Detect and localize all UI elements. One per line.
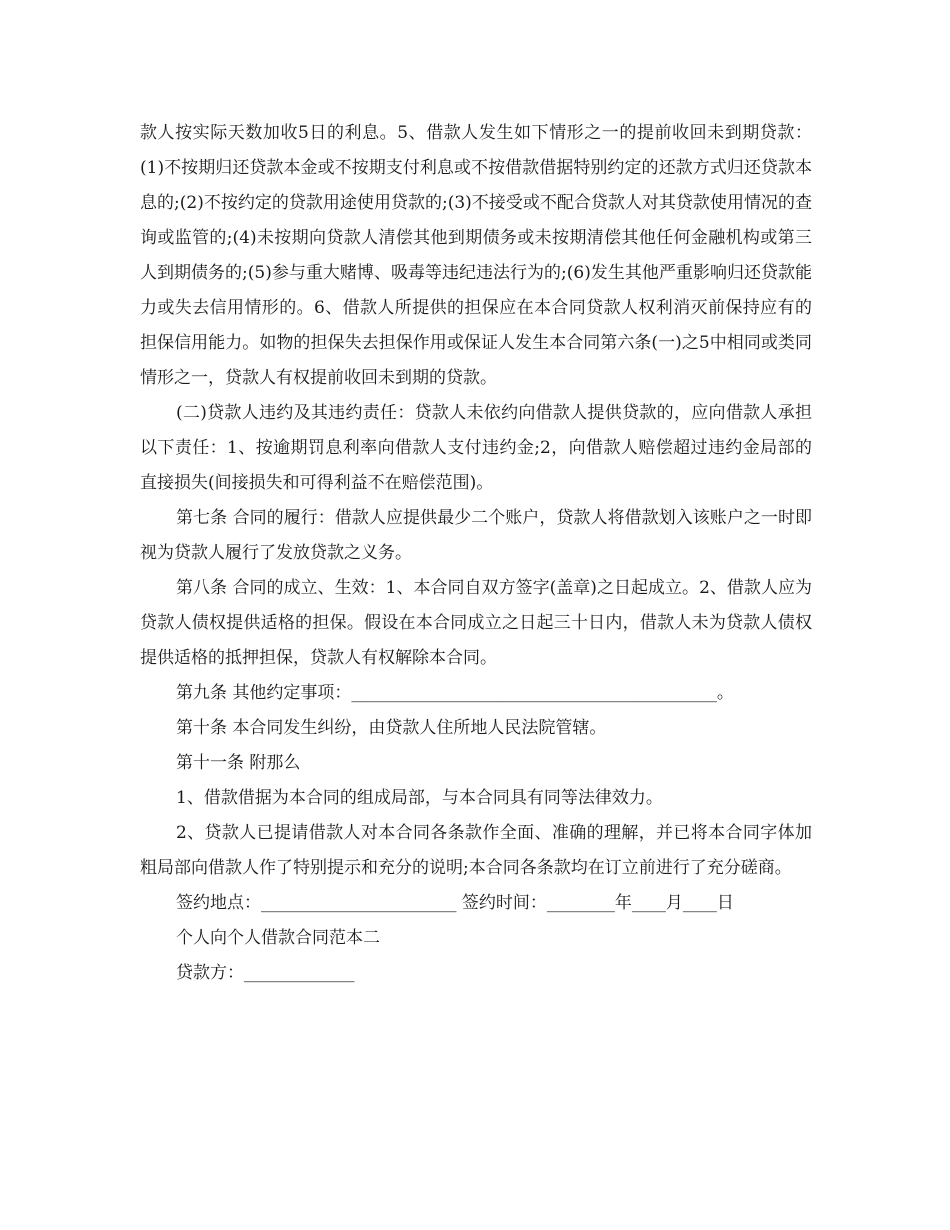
paragraph-default-terms: 款人按实际天数加收5日的利息。5、借款人发生如下情形之一的提前收回未到期贷款：(1)不按期归还贷款本金或不按期支付利息或不按借款借据特别约定的还款方式归还贷款本息的;(2)不按约定的贷款用途使用贷款的;(3)不接受或不配合贷款人对其贷款使用情况的查询或监管的;(4)未按期向贷款人清偿其他到期债务或未按期清偿其他任何金融机构或第三人到期债务的;(5)参与重大赌博、吸毒等违纪违法行为的;(6)发生其他严重影响归还贷款能力或失去信用情形的。6、借款人所提供的担保应在本合同贷款人权利消灭前保持应有的担保信用能力。如物的担保失去担保作用或保证人发生本合同第六条(一)之5中相同或类同情形之一，贷款人有权提前收回未到期的贷款。 [140,123,812,388]
paragraph-article-11-item-2: 2、贷款人已提请借款人对本合同各条款作全面、准确的理解，并已将本合同字体加粗局部向借款人作了特别提示和充分的说明;本合同各条款均在订立前进行了充分磋商。 [140,823,812,878]
paragraph-article-11-heading: 第十一条 附那么 [176,753,301,773]
lender-field-line: 贷款方：_____________ [176,963,355,983]
paragraph-lender-liability: (二)贷款人违约及其违约责任：贷款人未依约向借款人提供贷款的，应向借款人承担以下责任：1、按逾期罚息利率向借款人支付违约金;2，向借款人赔偿超过违约金局部的直接损失(间接损失和可得利益不在赔偿范围)。 [140,403,812,493]
template-two-title: 个人向个人借款合同范本二 [176,928,380,948]
paragraph-article-11-item-1: 1、借款借据为本合同的组成局部，与本合同具有同等法律效力。 [176,788,663,808]
signing-place-time-line: 签约地点：_______________________ 签约时间：________年____月____日 [176,893,734,913]
paragraph-article-7: 第七条 合同的履行：借款人应提供最少二个账户，贷款人将借款划入该账户之一时即视为贷款人履行了发放贷款之义务。 [140,508,812,563]
paragraph-article-10: 第十条 本合同发生纠纷，由贷款人住所地人民法院管辖。 [176,718,607,738]
paragraph-article-9: 第九条 其他约定事项：___________________________________________。 [176,683,734,703]
document-page [140,116,812,991]
paragraph-article-8: 第八条 合同的成立、生效：1、本合同自双方签字(盖章)之日起成立。2、借款人应为贷款人债权提供适格的担保。假设在本合同成立之日起三十日内，借款人未为贷款人债权提供适格的抵押担保，贷款人有权解除本合同。 [140,578,812,668]
